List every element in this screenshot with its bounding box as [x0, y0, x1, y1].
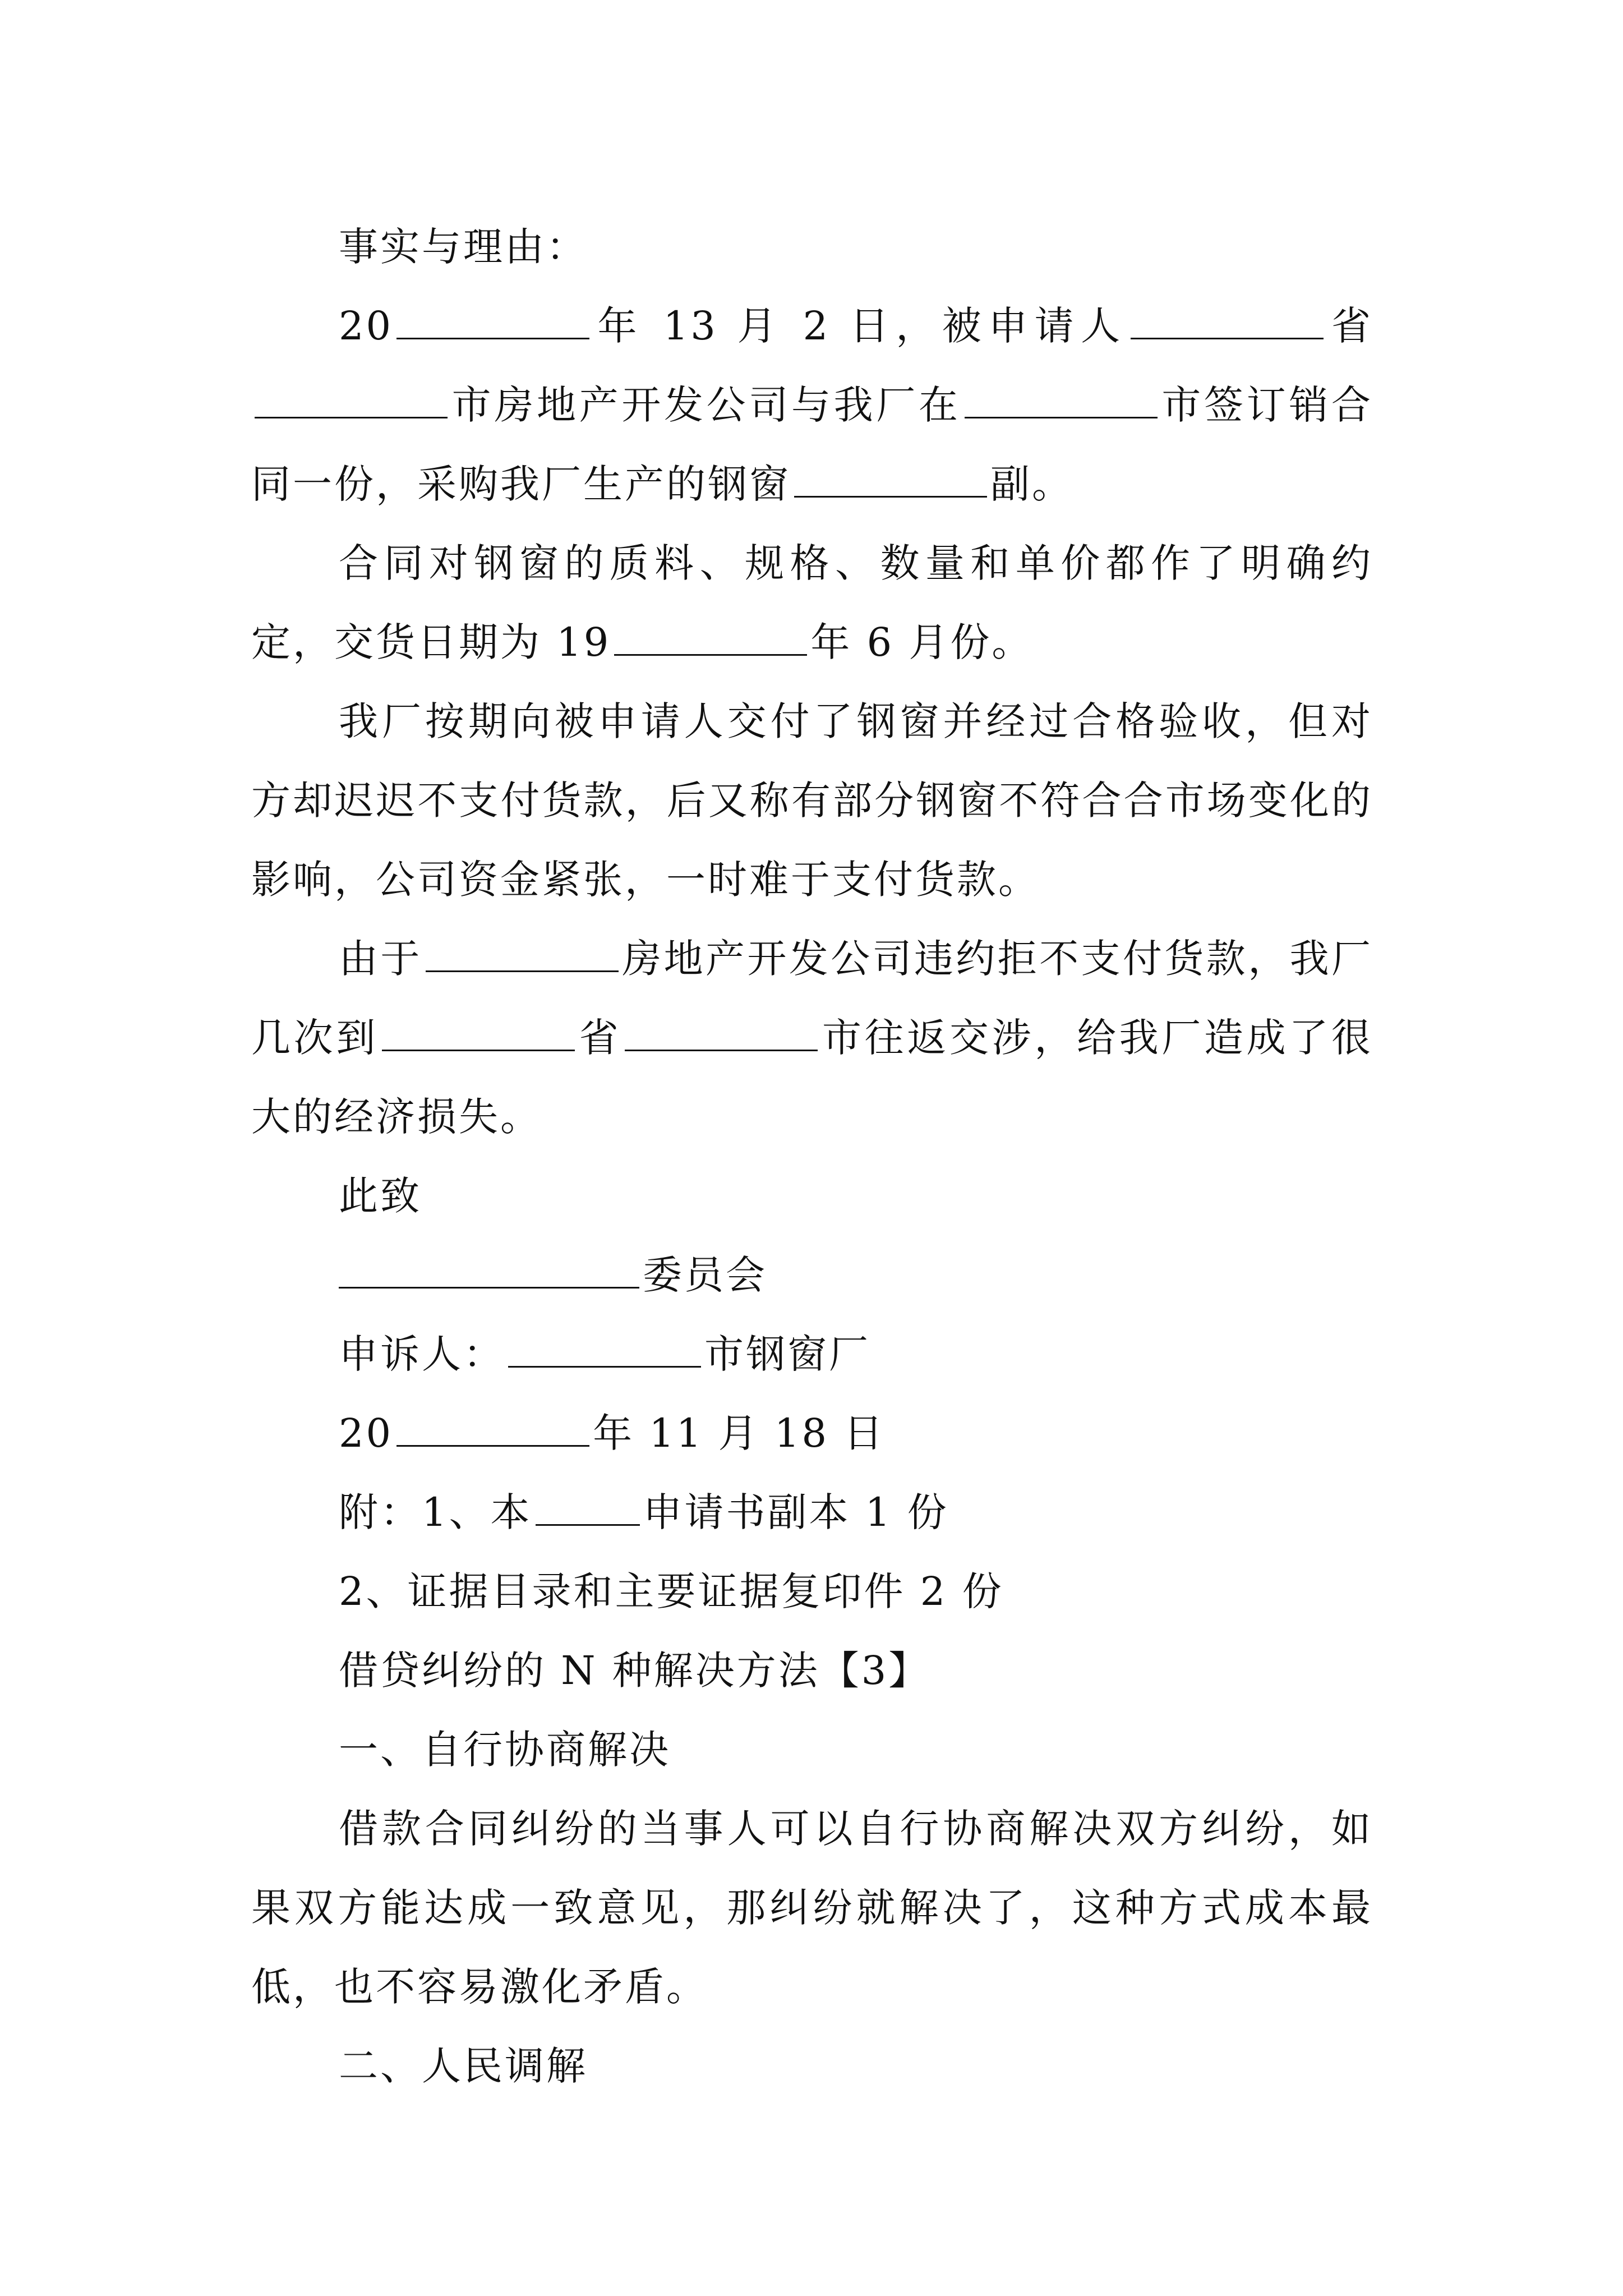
fill-blank[interactable]: [508, 1331, 701, 1368]
fill-blank[interactable]: [382, 1015, 575, 1051]
fill-blank[interactable]: [965, 382, 1158, 418]
date-line: 20 年 11 月 18 日: [339, 1410, 886, 1456]
fill-blank[interactable]: [396, 303, 589, 339]
recipient-committee: 委员会: [251, 1236, 1373, 1315]
heading-facts: 事实与理由：: [339, 224, 588, 270]
section-title: 借贷纠纷的 N 种解决方法【3】: [339, 1648, 930, 1694]
fill-blank[interactable]: [339, 1252, 639, 1289]
fill-blank[interactable]: [426, 936, 619, 972]
subheading-negotiation: 一、自行协商解决: [339, 1727, 671, 1773]
paragraph-negotiation: 借款合同纠纷的当事人可以自行协商解决双方纠纷，如果双方能达成一致意见，那纠纷就解决了，这种方式成本最低，也不容易激化矛盾。: [251, 1806, 1373, 2010]
appellant-line: 申诉人： 市钢窗厂: [339, 1331, 870, 1377]
paragraph-breach: 由于 房地产开发公司违约拒不支付货款，我厂几次到 省 市往返交涉，给我厂造成了很大的经济损失。: [251, 936, 1373, 1140]
attachment-2: 2、证据目录和主要证据复印件 2 份: [339, 1568, 1004, 1614]
fill-blank[interactable]: [625, 1015, 818, 1051]
closing-salutation: 此致: [339, 1173, 422, 1219]
fill-blank[interactable]: [396, 1410, 589, 1447]
fill-blank[interactable]: [1131, 303, 1324, 339]
fill-blank[interactable]: [536, 1489, 640, 1526]
paragraph-delivery: 我厂按期向被申请人交付了钢窗并经过合格验收，但对方却迟迟不支付货款，后又称有部分钢窗不符合合市场变化的影响，公司资金紧张，一时难于支付货款。: [251, 698, 1373, 903]
fill-blank[interactable]: [255, 382, 448, 418]
fill-blank[interactable]: [614, 619, 807, 656]
attachment-1: 附：1、本 申请书副本 1 份: [339, 1489, 949, 1535]
paragraph-contract-terms: 合同对钢窗的质料、规格、数量和单价都作了明确约定，交货日期为 19 年 6 月份。: [251, 540, 1373, 665]
subheading-mediation: 二、人民调解: [339, 2043, 588, 2089]
paragraph-contract-date: 20 年 13 月 2 日，被申请人 省市房地产开发公司与我厂在 市签订销合同一份，采购我厂生产的钢窗 副。: [251, 303, 1373, 507]
document-body: [251, 208, 1373, 2106]
fill-blank[interactable]: [794, 461, 987, 498]
